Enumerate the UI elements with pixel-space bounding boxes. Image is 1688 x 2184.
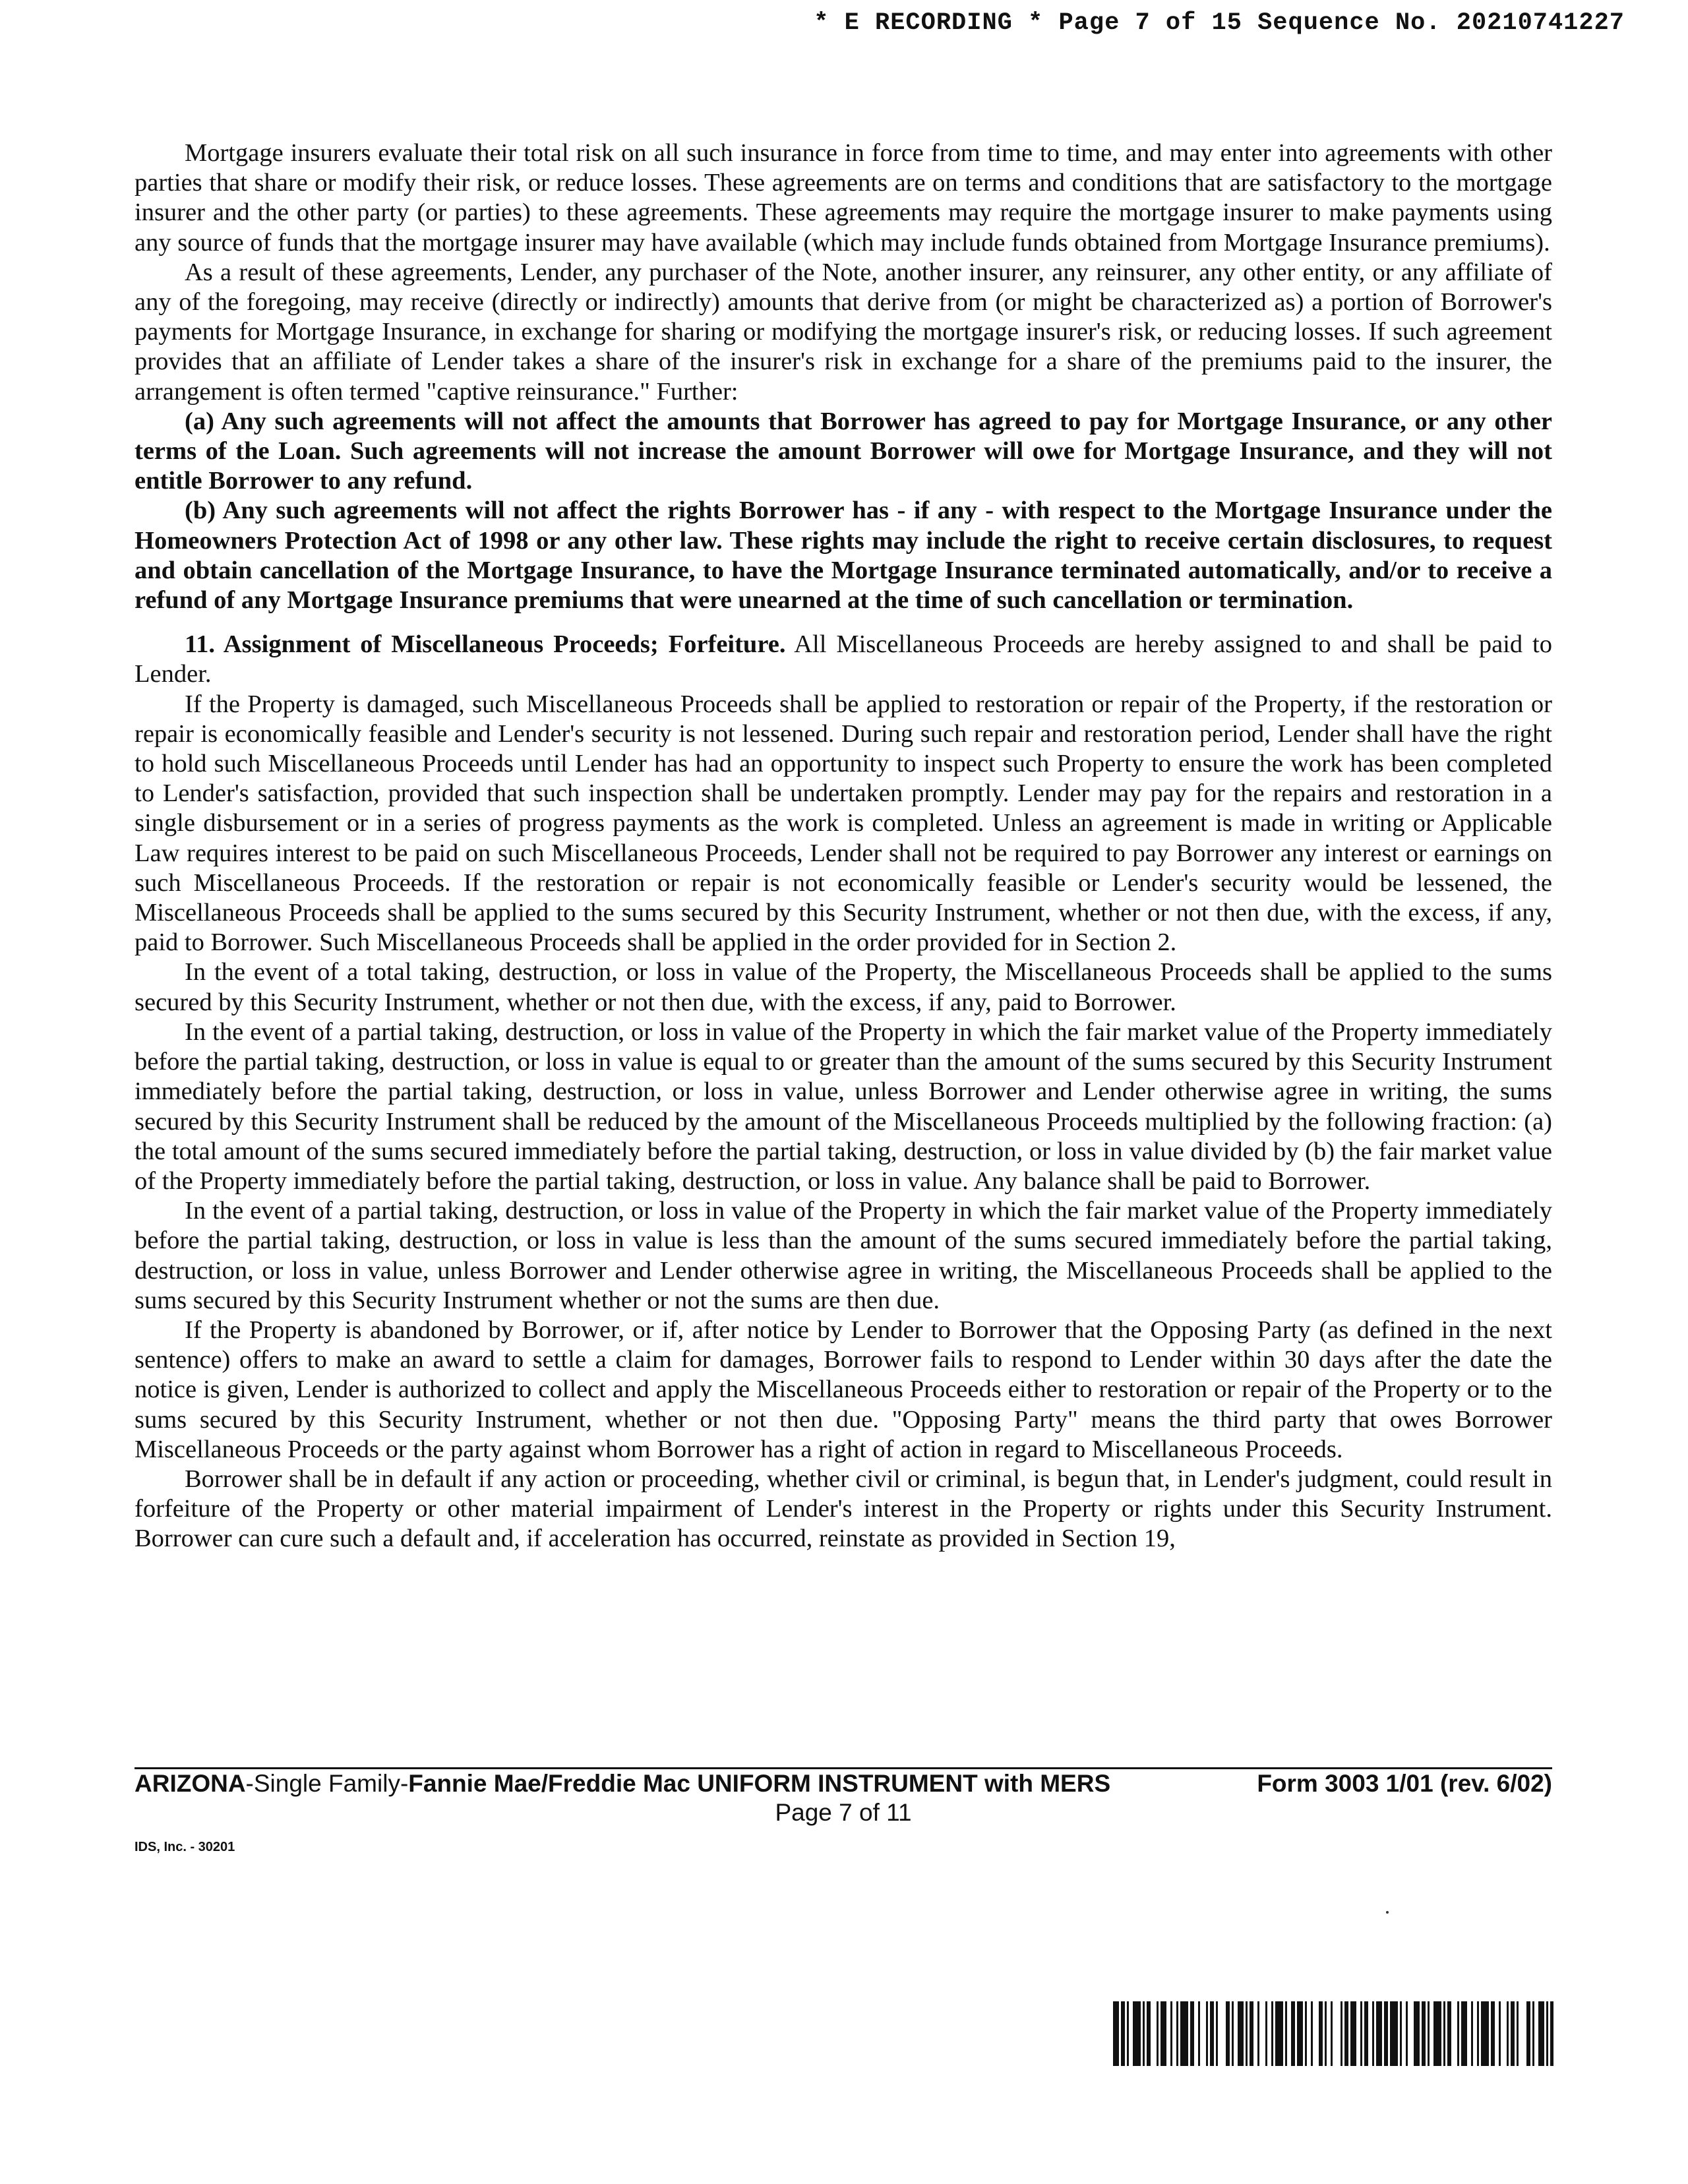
document-body <box>135 138 1552 1554</box>
barcode-bar <box>1384 2001 1388 2066</box>
barcode-bar <box>1291 2001 1295 2066</box>
barcode-bar <box>1526 2001 1530 2066</box>
barcode-bar <box>1232 2001 1234 2066</box>
barcode-bar <box>1511 2001 1515 2066</box>
barcode-bar <box>1481 2001 1489 2066</box>
paragraph-mortgage-insurers: Mortgage insurers evaluate their total risk on all such insurance in force from time to time, and may enter into agreements with other parties that share or modify their risk, or reduce losses. These agreements are on terms and conditions that are satisfactory to the mortgage insurer and the other party (or parties) to these agreements. These agreements may require the mortgage insurer to make payments using any source of funds that the mortgage insurer may have available (which may include funds obtained from Mortgage Insurance premiums). <box>135 139 1552 257</box>
barcode-bar <box>1461 2001 1467 2066</box>
barcode-bar <box>1457 2001 1459 2066</box>
barcode-bar <box>1364 2001 1368 2066</box>
barcode-bar <box>1433 2001 1441 2066</box>
paragraph-agreements-result: As a result of these agreements, Lender, any purchaser of the Note, another insurer, any reinsurer, any other entity, or any affiliate of any of the foregoing, may receive (directly or indirectly) amounts that derive from (or might be characterized as) a portion of Borrower's payments for Mortgage Insurance, in exchange for sharing or modifying the mortgage insurer's risk, or reducing losses. If such agreement provides that an affiliate of Lender takes a share of the insurer's risk in exchange for a share of the premiums paid to the insurer, the arrangement is often termed "captive reinsurance." Further: <box>135 258 1552 406</box>
recording-stamp: * E RECORDING * Page 7 of 15 Sequence No. 20210741227 <box>814 9 1625 37</box>
barcode-bar <box>1471 2001 1473 2066</box>
barcode-bar <box>1360 2001 1362 2066</box>
barcode-bar <box>1341 2001 1342 2066</box>
barcode-bar <box>1406 2001 1408 2066</box>
barcode-bar <box>1246 2001 1248 2066</box>
barcode-bar <box>1517 2001 1519 2066</box>
barcode-bar <box>1550 2001 1553 2066</box>
footer-form-line <box>135 1770 1552 1798</box>
barcode-bar <box>1546 2001 1548 2066</box>
barcode-bar <box>1210 2001 1214 2066</box>
barcode-bar <box>1157 2001 1159 2066</box>
paragraph-total-taking: In the event of a total taking, destruction, or loss in value of the Property, the Miscellaneous Proceeds shall be applied to the sums secured by this Security Instrument, whether or not then due, with the excess, if any, paid to Borrower. <box>135 958 1552 1016</box>
barcode-bar <box>1507 2001 1509 2066</box>
barcode-bar <box>1400 2001 1402 2066</box>
barcode-bar <box>1265 2001 1267 2066</box>
barcode-bar <box>1297 2001 1303 2066</box>
barcode-bar <box>1285 2001 1287 2066</box>
paragraph-property-damaged: If the Property is damaged, such Miscellaneous Proceeds shall be applied to restoration or repair of the Property, if the restoration or repair is economically feasible and Lender's security is not lessened. During such repair and restoration period, Lender shall have the right to hold such Miscellaneous Proceeds until Lender has had an opportunity to inspect such Property to ensure the work has been completed to Lender's satisfaction, provided that such inspection shall be undertaken promptly. Lender may pay for the repairs and restoration in a single disbursement or in a series of progress payments as the work is completed. Unless an agreement is made in writing or Applicable Law requires interest to be paid on such Miscellaneous Proceeds, Lender shall not be required to pay Borrower any interest or earnings on such Miscellaneous Proceeds. If the restoration or repair is not economically feasible or Lender's security would be lessened, the Miscellaneous Proceeds shall be applied to the sums secured by this Security Instrument, whether or not then due, with the excess, if any, paid to Borrower. Such Miscellaneous Proceeds shall be applied in the order provided for in Section 2. <box>135 690 1552 957</box>
barcode-bar <box>1532 2001 1534 2066</box>
barcode-bar <box>1176 2001 1178 2066</box>
barcode-bar <box>1147 2001 1151 2066</box>
paragraph-borrower-default: Borrower shall be in default if any action or proceeding, whether civil or criminal, is begun that, in Lender's judgment, could result in forfeiture of the Property or other material impairment of Lender's interest in the Property or rights under this Security Instrument. Borrower can cure such a default and, if acceleration has occurred, reinstate as provided in Section 19, <box>135 1465 1552 1553</box>
barcode-bar <box>1250 2001 1253 2066</box>
footer-form-number: Form 3003 1/01 (rev. 6/02) <box>1257 1770 1552 1797</box>
barcode-bar <box>1372 2001 1374 2066</box>
barcode-bar <box>1305 2001 1307 2066</box>
footer-page-number: Page 7 of 11 <box>775 1799 912 1826</box>
footer-ids-code: IDS, Inc. - 30201 <box>135 1840 235 1854</box>
barcode-bar <box>1216 2001 1218 2066</box>
barcode-bar <box>1190 2001 1194 2066</box>
barcode-bar <box>1206 2001 1208 2066</box>
barcode-bar <box>1538 2001 1544 2066</box>
barcode-bar <box>1180 2001 1188 2066</box>
section-11-paragraph <box>135 630 1552 689</box>
barcode-bar <box>1428 2001 1430 2066</box>
barcode-bar <box>1226 2001 1230 2066</box>
barcode-bar <box>1160 2001 1166 2066</box>
stray-dot <box>1386 1911 1389 1914</box>
barcode-bar <box>1238 2001 1244 2066</box>
barcode-bar <box>1422 2001 1426 2066</box>
barcode-bar <box>1121 2001 1125 2066</box>
barcode-bar <box>1271 2001 1273 2066</box>
barcode-bar <box>1133 2001 1141 2066</box>
barcode-bar <box>1477 2001 1479 2066</box>
barcode-bar <box>1443 2001 1445 2066</box>
section-11-title: 11. Assignment of Miscellaneous Proceeds; Forfeiture. <box>185 630 786 659</box>
barcode-bar <box>1198 2001 1200 2066</box>
footer-separator: -Single Family- <box>245 1770 409 1797</box>
paragraph-partial-taking-greater: In the event of a partial taking, destruction, or loss in value of the Property in which the fair market value of the Property immediately before the partial taking, destruction, or loss in value is equal to or greater than the amount of the sums secured by this Security Instrument immediately before the partial taking, destruction, or loss in value, unless Borrower and Lender otherwise agree in writing, the sums secured by this Security Instrument shall be reduced by the amount of the Miscellaneous Proceeds multiplied by the following fraction: (a) the total amount of the sums secured immediately before the partial taking, destruction, or loss in value divided by (b) the fair market value of the Property immediately before the partial taking, destruction, or loss in value. Any balance shall be paid to Borrower. <box>135 1017 1552 1195</box>
barcode-bar <box>1311 2001 1313 2066</box>
barcode-bar <box>1414 2001 1420 2066</box>
barcode-bar <box>1376 2001 1382 2066</box>
barcode <box>1113 2001 1553 2066</box>
barcode-bar <box>1390 2001 1398 2066</box>
barcode-bar <box>1447 2001 1451 2066</box>
footer-divider <box>135 1767 1552 1769</box>
section-11-intro: All Miscellaneous Proceeds are hereby assigned to and shall be paid to Lender. <box>135 630 1552 688</box>
barcode-bar <box>1499 2001 1501 2066</box>
barcode-bar <box>1344 2001 1348 2066</box>
paragraph-clause-a: (a) Any such agreements will not affect the amounts that Borrower has agreed to pay for Mortgage Insurance, or any other terms of the Loan. Such agreements will not increase the amount Borrower will owe for Mortgage Insurance, and they will not entitle Borrower to any refund. <box>135 407 1552 495</box>
footer-instrument: Fannie Mae/Freddie Mac UNIFORM INSTRUMENT with MERS <box>408 1770 1111 1797</box>
footer-state: ARIZONA <box>135 1770 246 1797</box>
barcode-bar <box>1319 2001 1323 2066</box>
barcode-bar <box>1127 2001 1129 2066</box>
barcode-bar <box>1350 2001 1356 2066</box>
barcode-bar <box>1325 2001 1327 2066</box>
barcode-bar <box>1331 2001 1333 2066</box>
paragraph-partial-taking-less: In the event of a partial taking, destruction, or loss in value of the Property in which the fair market value of the Property immediately before the partial taking, destruction, or loss in value is less than the amount of the sums secured immediately before the partial taking, destruction, or loss in value, unless Borrower and Lender otherwise agree in writing, the Miscellaneous Proceeds shall be applied to the sums secured by this Security Instrument whether or not the sums are then due. <box>135 1197 1552 1314</box>
barcode-bar <box>1257 2001 1259 2066</box>
barcode-bar <box>1113 2001 1119 2066</box>
paragraph-clause-b: (b) Any such agreements will not affect the rights Borrower has - if any - with respect to the Mortgage Insurance under the Homeowners Protection Act of 1998 or any other law. These rights may include the right to receive certain disclosures, to request and obtain cancellation of the Mortgage Insurance, to have the Mortgage Insurance terminated automatically, and/or to receive a refund of any Mortgage Insurance premiums that were unearned at the time of such cancellation or termination. <box>135 497 1552 615</box>
barcode-bar <box>1170 2001 1172 2066</box>
barcode-bar <box>1275 2001 1283 2066</box>
barcode-bar <box>1143 2001 1145 2066</box>
paragraph-property-abandoned: If the Property is abandoned by Borrower, or if, after notice by Lender to Borrower that the Opposing Party (as defined in the next sentence) offers to make an award to settle a claim for damages, Borrower fails to respond to Lender within 30 days after the date the notice is given, Lender is authorized to collect and apply the Miscellaneous Proceeds either to restoration or repair of the Property or to the sums secured by this Security Instrument, whether or not then due. "Opposing Party" means the third party that owes Borrower Miscellaneous Proceeds or the party against whom Borrower has a right of action in regard to Miscellaneous Proceeds. <box>135 1316 1552 1463</box>
barcode-bar <box>1491 2001 1495 2066</box>
